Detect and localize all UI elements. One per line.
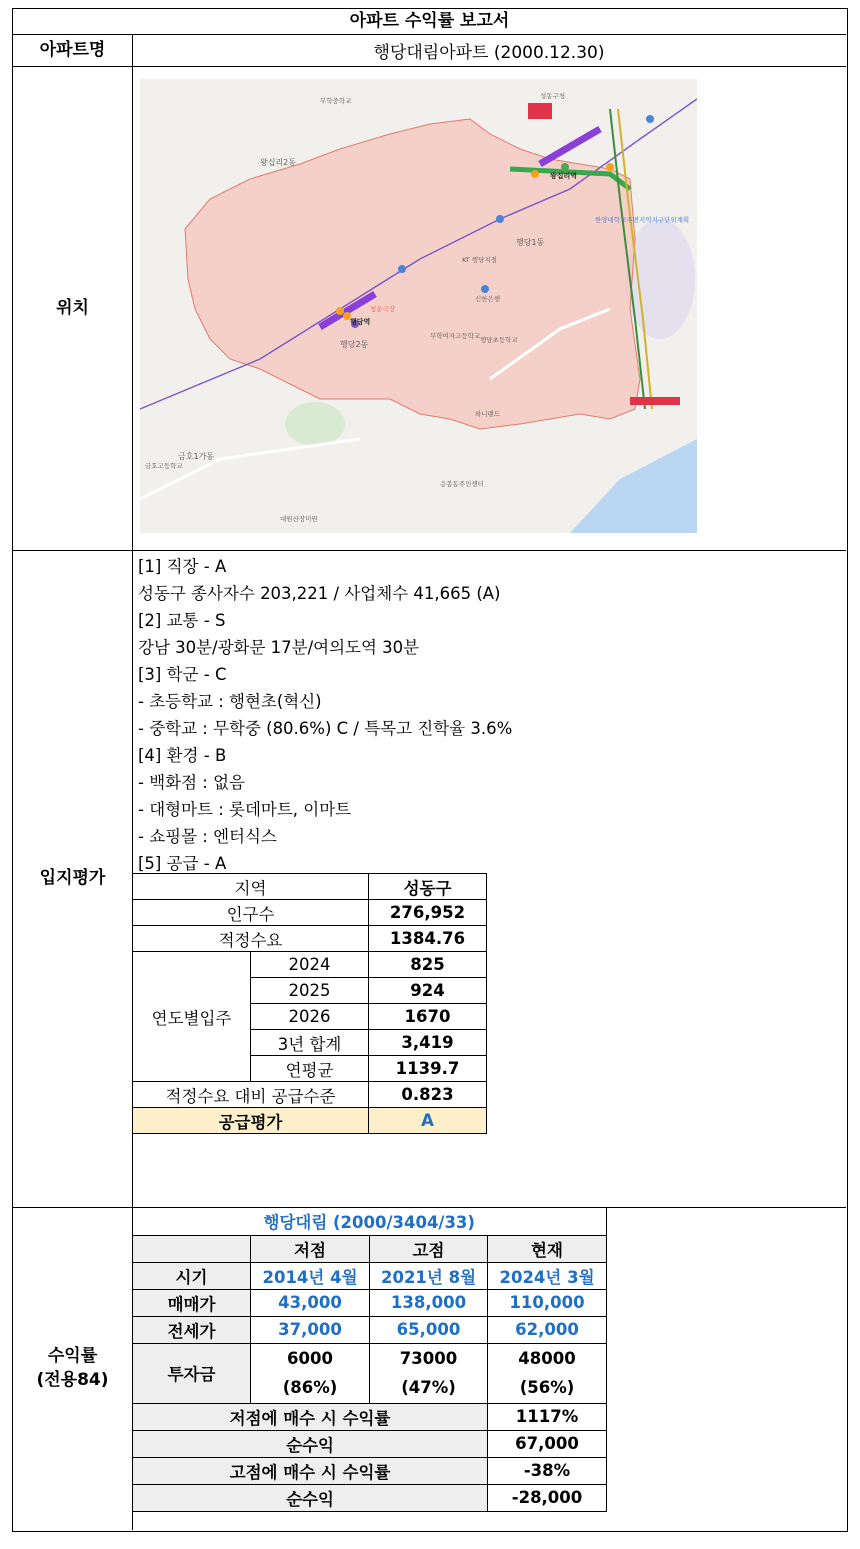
returns-label-line1: 수익률 bbox=[47, 1346, 98, 1367]
map-label: 금호1가동 bbox=[178, 452, 215, 461]
returns-row-label: 매매가 bbox=[133, 1289, 251, 1316]
map-label: 행당1동 bbox=[516, 238, 545, 247]
map-label: 응봉동주민센터 bbox=[440, 480, 484, 488]
eval-line: [3] 학군 - C bbox=[138, 665, 227, 684]
returns-invest-pct: (47%) bbox=[370, 1373, 488, 1403]
eval-line: - 초등학교 : 행현초(혁신) bbox=[138, 692, 322, 711]
supply-yearly-label: 연도별입주 bbox=[133, 952, 251, 1082]
location-label: 위치 bbox=[13, 67, 133, 550]
map-label: 왕십리2동 bbox=[260, 158, 297, 167]
evaluation-label: 입지평가 bbox=[13, 551, 133, 1207]
supply-ratio-value: 0.823 bbox=[369, 1082, 487, 1108]
returns-cell-value: 2021년 8월 bbox=[370, 1262, 488, 1289]
supply-year-value: 825 bbox=[369, 952, 487, 978]
supply-year: 2025 bbox=[251, 978, 369, 1004]
supply-table bbox=[132, 873, 487, 1134]
map-label: 금호고등학교 bbox=[145, 462, 183, 470]
map-label: 무학여자고등학교 bbox=[430, 332, 481, 340]
supply-region-label: 지역 bbox=[133, 874, 369, 900]
map-label: KT 행당지점 bbox=[462, 256, 497, 264]
returns-invest-value: 6000 bbox=[251, 1343, 370, 1373]
eval-line: - 중학교 : 무학중 (80.6%) C / 특목고 진학율 3.6% bbox=[138, 719, 513, 738]
map-label: 무학중학교 bbox=[320, 97, 352, 105]
returns-invest-value: 73000 bbox=[370, 1343, 488, 1373]
map-label: 청운극장 bbox=[370, 305, 396, 313]
supply-demand-value: 1384.76 bbox=[369, 926, 487, 952]
supply-year: 3년 합계 bbox=[251, 1030, 369, 1056]
map-label: 한양대학교주변지역지구단위계획 bbox=[595, 216, 690, 224]
apartment-value-cell bbox=[132, 35, 846, 66]
map-label: 행당초등학교 bbox=[480, 336, 518, 344]
supply-population-value: 276,952 bbox=[369, 900, 487, 926]
supply-year-value: 924 bbox=[369, 978, 487, 1004]
eval-line: - 대형마트 : 롯데마트, 이마트 bbox=[138, 800, 352, 819]
apartment-label: 아파트명 bbox=[13, 35, 133, 66]
returns-cell-value: 138,000 bbox=[370, 1289, 488, 1316]
eval-line: [5] 공급 - A bbox=[138, 854, 227, 873]
supply-year-value: 1139.7 bbox=[369, 1056, 487, 1082]
supply-grade-label: 공급평가 bbox=[133, 1108, 369, 1134]
supply-year-value: 1670 bbox=[369, 1004, 487, 1030]
eval-line: [2] 교통 - S bbox=[138, 611, 226, 630]
returns-high-profit-value: -28,000 bbox=[488, 1484, 607, 1511]
supply-year: 연평균 bbox=[251, 1056, 369, 1082]
location-row bbox=[13, 67, 846, 551]
eval-line: 성동구 종사자수 203,221 / 사업체수 41,665 (A) bbox=[138, 584, 501, 603]
returns-table bbox=[132, 1208, 607, 1512]
returns-cell-value: 110,000 bbox=[488, 1289, 607, 1316]
supply-population-label: 인구수 bbox=[133, 900, 369, 926]
returns-header: 저점 bbox=[251, 1235, 370, 1262]
returns-cell-value: 62,000 bbox=[488, 1316, 607, 1343]
evaluation-cell bbox=[132, 551, 846, 1207]
returns-invest-label: 투자금 bbox=[133, 1343, 251, 1403]
returns-header: 현재 bbox=[488, 1235, 607, 1262]
supply-year-value: 3,419 bbox=[369, 1030, 487, 1056]
supply-demand-label: 적정수요 bbox=[133, 926, 369, 952]
map-label: 하니랜드 bbox=[475, 410, 501, 418]
returns-header-empty bbox=[133, 1235, 251, 1262]
map-label: 성동구청 bbox=[540, 92, 566, 100]
returns-cell-value: 65,000 bbox=[370, 1316, 488, 1343]
returns-invest-pct: (86%) bbox=[251, 1373, 370, 1403]
returns-low-return-label: 저점에 매수 시 수익률 bbox=[133, 1403, 488, 1430]
report-frame bbox=[12, 8, 848, 1532]
evaluation-row bbox=[13, 551, 846, 1208]
supply-year: 2026 bbox=[251, 1004, 369, 1030]
returns-low-profit-value: 67,000 bbox=[488, 1430, 607, 1457]
returns-table-title: 행당대림 (2000/3404/33) bbox=[133, 1208, 607, 1235]
returns-cell-value: 2014년 4월 bbox=[251, 1262, 370, 1289]
returns-low-profit-label: 순수익 bbox=[133, 1430, 488, 1457]
eval-line: [1] 직장 - A bbox=[138, 557, 227, 576]
returns-row bbox=[13, 1208, 846, 1530]
report-title: 아파트 수익률 보고서 bbox=[349, 11, 510, 31]
returns-cell-value: 43,000 bbox=[251, 1289, 370, 1316]
returns-row-label: 전세가 bbox=[133, 1316, 251, 1343]
location-map bbox=[140, 79, 697, 533]
returns-label-line2: (전용84) bbox=[36, 1370, 109, 1390]
eval-line: [4] 환경 - B bbox=[138, 746, 227, 765]
returns-row-label: 시기 bbox=[133, 1262, 251, 1289]
returns-cell-value: 2024년 3월 bbox=[488, 1262, 607, 1289]
eval-line: - 쇼핑몰 : 엔터식스 bbox=[138, 827, 277, 846]
map-label: 신한은행 bbox=[475, 295, 501, 303]
returns-cell bbox=[132, 1208, 846, 1530]
map-label: 대원산장미원 bbox=[280, 515, 318, 523]
returns-cell-value: 37,000 bbox=[251, 1316, 370, 1343]
map-label: 행당2동 bbox=[340, 340, 369, 349]
supply-grade-value: A bbox=[369, 1108, 487, 1134]
title-row bbox=[13, 9, 846, 35]
map-label: 행당역 bbox=[350, 318, 371, 326]
returns-high-return-value: -38% bbox=[488, 1457, 607, 1484]
eval-line: 강남 30분/광화문 17분/여의도역 30분 bbox=[138, 638, 420, 657]
returns-high-profit-label: 순수익 bbox=[133, 1484, 488, 1511]
returns-header: 고점 bbox=[370, 1235, 488, 1262]
map-label: 왕십리역 bbox=[550, 172, 578, 180]
apartment-value: 행당대림아파트 (2000.12.30) bbox=[373, 43, 605, 63]
returns-label bbox=[13, 1208, 133, 1530]
supply-region-value: 성동구 bbox=[369, 874, 487, 900]
supply-ratio-label: 적정수요 대비 공급수준 bbox=[133, 1082, 369, 1108]
location-cell bbox=[132, 67, 846, 550]
returns-high-return-label: 고점에 매수 시 수익률 bbox=[133, 1457, 488, 1484]
map-graphic bbox=[140, 79, 697, 533]
eval-line: - 백화점 : 없음 bbox=[138, 773, 245, 792]
apartment-row bbox=[13, 35, 846, 67]
returns-low-return-value: 1117% bbox=[488, 1403, 607, 1430]
returns-invest-pct: (56%) bbox=[488, 1373, 607, 1403]
returns-invest-value: 48000 bbox=[488, 1343, 607, 1373]
supply-year: 2024 bbox=[251, 952, 369, 978]
